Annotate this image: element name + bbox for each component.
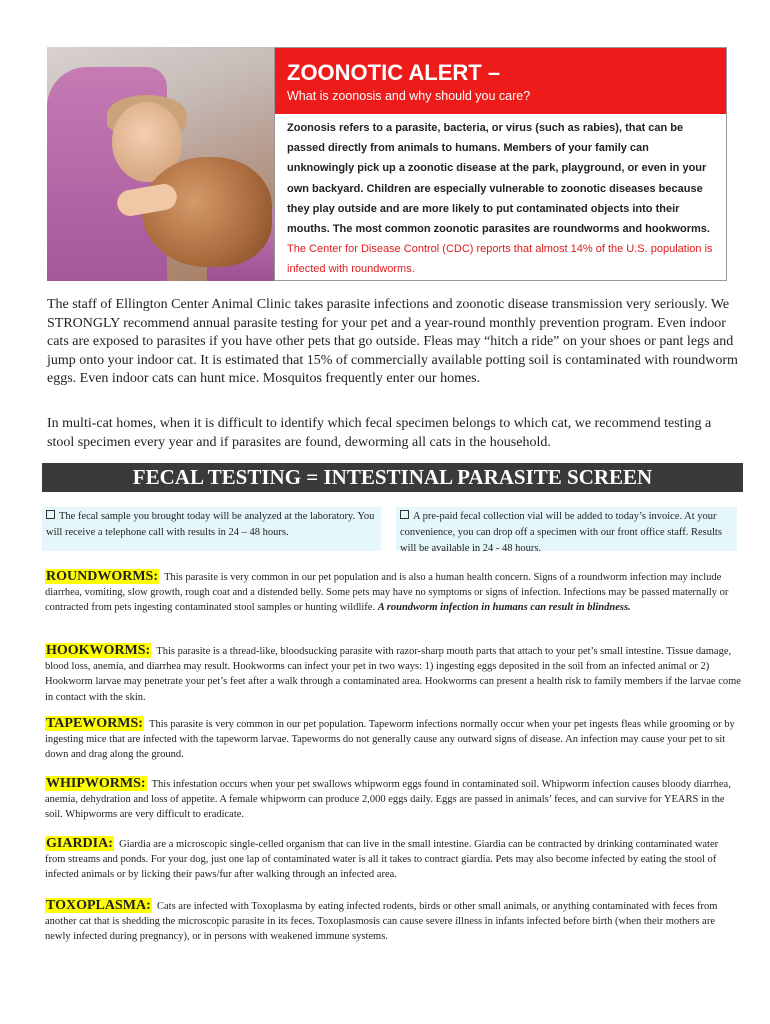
alert-header	[275, 48, 726, 114]
section-toxoplasma	[45, 898, 741, 945]
section-text: This parasite is very common in our pet population. Tapeworm infections normally occur when your pet ingests fleas while grooming or by ingesting mice that are infected with the tapeworm larvae. Tapeworms do not generally cause any outward signs of disease. An infection may cause your pet to sit down and drag along the ground.	[45, 719, 735, 761]
section-whipworms	[45, 776, 741, 823]
section-tapeworms	[45, 716, 741, 763]
alert-body	[275, 114, 726, 280]
section-heading: WHIPWORMS:	[46, 776, 146, 791]
alert-cdc-note: The Center for Disease Control (CDC) reports that almost 14% of the U.S. population is infected with roundworms.	[287, 243, 713, 276]
section-heading: GIARDIA:	[46, 836, 113, 851]
section-heading: TAPEWORMS:	[46, 716, 143, 731]
option-text: A pre-paid fecal collection vial will be added to today’s invoice. At your convenience, you can drop off a specimen with our front office staff. Results will be available in 24 - 48 hours.	[400, 511, 722, 554]
option-prepaid-vial	[396, 507, 737, 554]
cat	[142, 157, 272, 267]
fecal-testing-banner: FECAL TESTING = INTESTINAL PARASITE SCREEN	[42, 463, 743, 492]
section-text: This parasite is very common in our pet population and is also a human health concern. Signs of a roundworm infection may include diarrhea, vomiting, slow growth, rough coat and a distended belly. Some pets may have no symptoms or signs of infection. Infections may be passed maternally or contracted from pets ingesting contaminated stool samples or hunting wildlife.	[45, 572, 729, 614]
alert-title: ZOONOTIC ALERT –	[287, 60, 501, 85]
alert-subtitle: What is zoonosis and why should you care?	[287, 89, 531, 103]
option-text: The fecal sample you brought today will be analyzed at the laboratory. You will receive a telephone call with results in 24 – 48 hours.	[46, 511, 375, 538]
section-roundworms	[45, 569, 741, 616]
section-text: Cats are infected with Toxoplasma by eating infected rodents, birds or other small animals, or anything contaminated with feces from another cat that is shedding the microscopic parasite in its feces. Toxoplasmosis can cause severe illness in infants infected before birth (when their mothers are newly infected during pregnancy), or in persons with weakened immune systems.	[45, 901, 718, 943]
checkbox-icon[interactable]	[400, 510, 409, 519]
intro-paragraph-2: In multi-cat homes, when it is difficult to identify which fecal specimen belongs to which cat, we recommend testing a stool specimen every year and if parasites are found, deworming all cats in the household.	[47, 416, 712, 450]
section-heading: ROUNDWORMS:	[46, 569, 158, 584]
section-text: This parasite is a thread-like, bloodsucking parasite with razor-sharp mouth parts that attach to your pet’s small intestine. Tissue damage, blood loss, anemia, and diarrhea may result. Hookworms can infect your pet in two ways: 1) ingesting eggs deposited in the soil from an infected animal or 2) Hookworm larvae may penetrate your pet’s feet after a walk through a contaminated area. Hookworms can present a health risk to family members if the larvae come in contact with the skin.	[45, 646, 741, 703]
section-emphasis: A roundworm infection in humans can result in blindness.	[377, 602, 631, 614]
child-cat-photo	[47, 47, 275, 281]
option-lab-analysis	[42, 507, 381, 551]
alert-body-text: Zoonosis refers to a parasite, bacteria, or virus (such as rabies), that can be passed directly from animals to humans. Members of your family can unknowingly pick up a zoonotic disease at the park, playground, or even in your own backyard. Children are especially vulnerable to zoonotic diseases because they play outside and are more likely to put contaminated objects into their mouths. The most common zoonotic parasites are roundworms and hookworms.	[287, 122, 710, 236]
section-text: This infestation occurs when your pet swallows whipworm eggs found in contaminated soil. Whipworm infection causes bloody diarrhea, anemia, dehydration and loss of appetite. A female whipworm can produce 2,000 eggs daily. Eggs are passed in animals’ feces, and can survive for YEARS in the soil. Whipworms are very difficult to eradicate.	[45, 779, 731, 821]
zoonotic-alert-box	[274, 47, 727, 281]
checkbox-icon[interactable]	[46, 510, 55, 519]
intro-paragraph-1: The staff of Ellington Center Animal Clinic takes parasite infections and zoonotic disease transmission very seriously. We STRONGLY recommend annual parasite testing for your pet and a year-round monthly prevention program. Even indoor cats are exposed to parasites if you have other pets that go outside. Fleas may “hitch a ride” on your shoes or pant legs and jump onto your indoor cat. It is estimated that 15% of commercially available potting soil is contaminated with roundworm eggs. Even indoor cats can hunt mice. Mosquitos frequently enter our homes.	[47, 297, 738, 386]
section-heading: TOXOPLASMA:	[46, 898, 151, 913]
section-heading: HOOKWORMS:	[46, 643, 151, 658]
section-hookworms	[45, 643, 741, 705]
section-giardia	[45, 836, 741, 883]
section-text: Giardia are a microscopic single-celled organism that can live in the small intestine. Giardia can be contracted by drinking contaminated water from streams and ponds. For your dog, just one lap of contaminated water is all it takes to contract giardia. Pets may also become infected by eating the stool of infected animals or by licking their paws/fur after walking through an infected area.	[45, 839, 719, 881]
